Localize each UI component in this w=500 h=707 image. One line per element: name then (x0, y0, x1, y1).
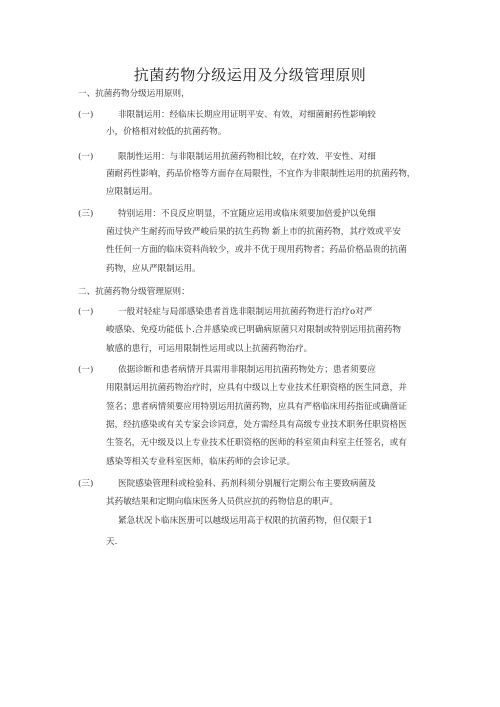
paragraph-line: 峻感染、免疫功能低卜.合并感染或已明确病原菌只对限制或特别运用抗菌药物 (106, 325, 401, 335)
paragraph-line: 应限制运用。 (106, 187, 158, 197)
paragraph-line: 敏感的患行，可运用限制性运用或以上抗菌药物治疗。 (106, 344, 313, 354)
section-heading-1: 一、抗菌药物分级运用原则， (78, 89, 190, 99)
item-marker: (三) (78, 479, 94, 489)
item-marker: (一) (78, 152, 94, 162)
paragraph-line: 性任何一方面的临床资料尚较少，或并不优于现用药物者；药品价格品贵的抗菌 (106, 245, 407, 255)
paragraph-line: 天. (106, 537, 118, 547)
paragraph-line: 依据诊断和患者病情开具需用非限制运用抗菌药物处方；患者须要应 (118, 365, 376, 375)
item-marker: (三) (78, 209, 94, 219)
paragraph-line: 特别运用：不良反应明显，不宜随应运用或临床须要加倍爱护以免细 (118, 209, 376, 219)
paragraph-line: 菌过快产生耐药而导致严峻后果的抗生药物 新上市的抗菌药物，其疗效或平安 (106, 227, 401, 237)
paragraph-line: 感染等相关专业科室医师，临床药师的会诊记录。 (106, 457, 296, 467)
paragraph-line: 药物，应从严限制运用。 (106, 264, 201, 274)
paragraph-line: 其药敏结果和定期向临床医务人员供应抗的药物信息的职声。 (106, 497, 339, 507)
paragraph-line: 生签名，无中级及以上专业技术任职资格的医师的科室须由科室主任签名，或有 (106, 438, 407, 448)
paragraph-line: 非限制运用：经临床长期应用证明平安、有效，对细菌耐药性影响较 (118, 110, 376, 120)
paragraph-line: 医院感染管理科或检验科、药剂科须分别履行定期公布主要致病菌及 (118, 479, 376, 489)
paragraph-line: 限制性运用：与非限制运用抗菌药物相比较，在疗效、平安性、对细 (118, 152, 376, 162)
paragraph-line: 用限制运用抗菌药物治疗时，应具有中级以上专业技术任职资格的医生同意，并 (106, 383, 407, 393)
item-marker: (一) (78, 110, 94, 120)
paragraph-line: 小，价格相对较低的抗菌药物。 (106, 127, 227, 137)
document-title: 抗菌药物分级运用及分级管理原则 (133, 66, 367, 84)
paragraph-line: 紧急状况卜临床医册可以越级运用高于权限的抗菌药物，但仅限于1 (118, 516, 373, 526)
section-heading-2: 二、抗菌药物分级管理原则： (78, 287, 190, 297)
paragraph-line: 一般对轻症与局部感染患者首选非限制运用抗菌药物进行治疗o对严 (118, 307, 373, 317)
item-marker: (一) (78, 307, 94, 317)
paragraph-line: 菌耐药性影响，药品价格等方面存在局限性，不宜作为非限制性运用的抗菌药物， (106, 169, 416, 179)
paragraph-line: 据，经抗感染或有关专家会诊同意，处方需经具有高级专业技术职务任职资格医 (106, 420, 407, 430)
paragraph-line: 签名；患者病情须要应用特别运用抗菌药物，应具有严格临床用药指征或确凿证 (106, 402, 407, 412)
item-marker: (一) (78, 365, 94, 375)
